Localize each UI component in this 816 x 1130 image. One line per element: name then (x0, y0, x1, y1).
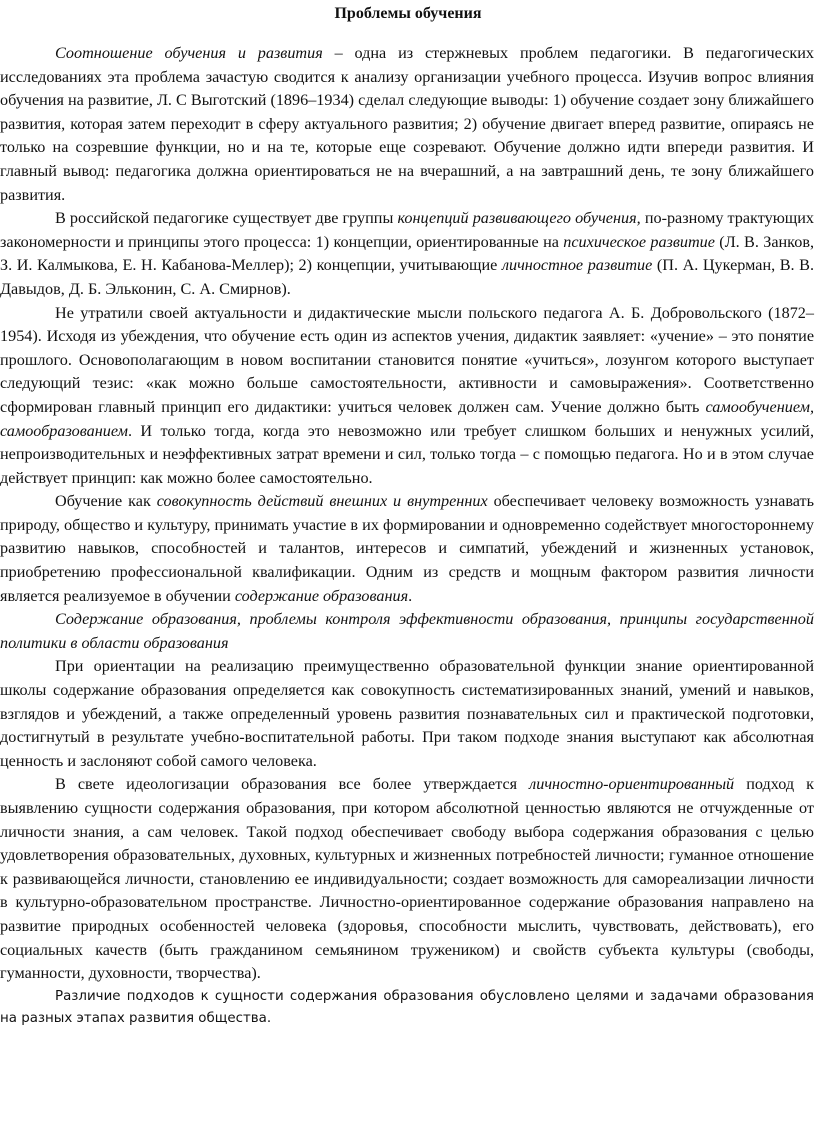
paragraph-text: . И только тогда, когда это невозможно или требует слишком больших и ненужных усилий, непроизводительных и неэффективных затрат времени и сил, только тогда – с помощью педагога. Но и в этом случае действует принцип: как можно более самостоятельно. (0, 421, 814, 487)
paragraph-text: – одна из стержневых проблем педагогики. В педагогических исследованиях эта проблема зачастую сводится к анализу организации учебного процесса. Изучив вопрос влияния обучения на развитие, Л. С Выготский (1896–1934) сделал следующие выводы: 1) обучение создает зону ближайшего развития, которая затем переходит в сферу актуального развития; 2) обучение двигает вперед развитие, опираясь не только на созревшие функции, но и на те, которые еще созревают. Обучение должно идти впереди развития. И главный вывод: педагогика должна ориентироваться не на вчерашний, а на завтрашний день, те зону ближайшего развития. (0, 44, 814, 204)
emphasis-term: концепций развивающего обучения, (397, 209, 641, 228)
paragraph-developmental-concepts (0, 207, 816, 301)
paragraph-text: (П. А. Цукерман, В. В. Давыдов, Д. Б. Эльконин, С. А. Смирнов). (0, 256, 815, 298)
paragraph-person-oriented (0, 773, 816, 985)
section-heading: Содержание образования, проблемы контроля эффективности образования, принципы государственной политики в области образования (0, 610, 814, 652)
paragraph-text: (Л. В. Занков, З. И. Калмыкова, Е. Н. Кабанова-Меллер); 2) концепции, учитывающие (0, 232, 815, 275)
paragraph-text: В российской педагогике существует две группы (55, 209, 398, 228)
emphasis-term: личностно-ориентированный (529, 775, 735, 794)
paragraph-text: . (408, 586, 413, 605)
paragraph-text: обеспечивает человеку возможность узнавать природу, общество и культуру, принимать участие в их формировании и одновременно содействует многостороннему развитию навыков, способностей и талантов, интересов и симпатий, убеждений и жизненных установок, приобретению профессиональной квалификации. Одним из средств и мощным фактором развития личности является реализуемое в обучении (0, 492, 815, 605)
paragraph-learning-development (0, 42, 816, 207)
paragraph-closing: Различие подходов к сущности содержания образования обусловлено целями и задачами образования на разных этапах развития общества. (0, 988, 814, 1026)
paragraph-text: по-разному трактующих закономерности и принципы этого процесса: 1) концепции, ориентированные на (0, 209, 815, 251)
emphasis-term: психическое развитие (563, 232, 715, 251)
paragraph-knowledge-oriented: При ориентации на реализацию преимущественно образовательной функции знание ориентированной школы содержание образования определяется как совокупность систематизированных знаний, умений и навыков, взглядов и убеждений, а также определенный уровень развития познавательных сил и практической подготовки, достигнутый в результате учебно-воспитательной работы. При таком подходе знания выступают как абсолютная ценность и заслоняют собой самого человека. (0, 657, 814, 770)
paragraph-text: Не утратили своей актуальности и дидактические мысли польского педагога А. Б. Добровольского (1872–1954). Исходя из убеждения, что обучение есть один из аспектов учения, дидактик заявляет: «учение» – это понятие прошлого. Основополагающим в новом воспитании становится понятие «учиться», лозунгом которого выступает следующий тезис: «как можно больше самостоятельности, активности и самовыражения». Соответственно сформирован главный принцип его дидактики: учиться человек должен сам. Учение должно быть (0, 303, 814, 416)
emphasis-term: содержание образования (234, 586, 409, 605)
paragraph-text: Обучение как (55, 492, 157, 511)
emphasis-term: самообучением, самообразованием (0, 397, 814, 440)
paragraph-text: подход к выявлению сущности содержания образования, при котором абсолютной ценностью являются не отчужденные от личности знания, а сам человек. Такой подход обеспечивает свободу выбора содержания образования с целью удовлетворения образовательных, духовных, культурных и жизненных потребностей личности; гуманное отношение к развивающейся личности, становлению ее индивидуальности; создает возможность для самореализации личности в культурно-образовательном пространстве. Личностно-ориентированное содержание образования направлено на развитие природных особенностей человека (здоровья, способности мыслить, чувствовать, действовать), его социальных качеств (быть гражданином семьянином тружеником) и свойств субъекта культуры (свободы, гуманности, духовности, творчества). (0, 775, 815, 983)
emphasis-term: личностное развитие (501, 256, 653, 275)
paragraph-dobrovolsky (0, 302, 816, 491)
emphasis-term: Соотношение обучения и развития (55, 44, 323, 62)
paragraph-learning-actions (0, 490, 816, 608)
page-title: Проблемы обучения (334, 5, 482, 22)
paragraph-text: В свете идеологизации образования все более утверждается (55, 775, 530, 794)
emphasis-term: совокупность действий внешних и внутренних (156, 492, 488, 511)
